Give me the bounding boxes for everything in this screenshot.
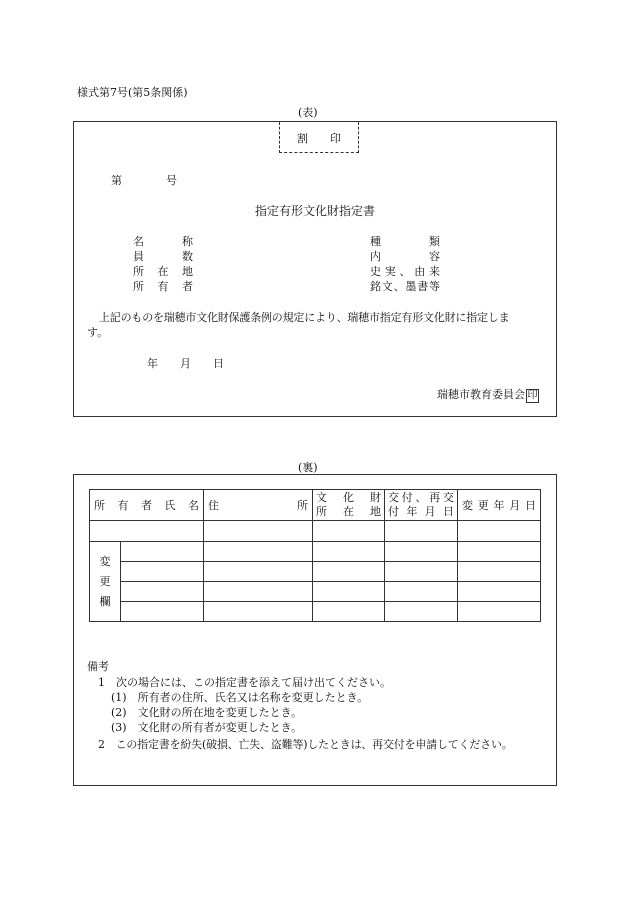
field-content-label: 内容 — [370, 250, 440, 263]
certificate-number: 第 号 — [111, 174, 177, 187]
notes-title: 備考 — [87, 660, 109, 673]
field-inscription-label: 銘文、墨書等 — [370, 280, 440, 293]
note-item: (3) 文化財の所有者が変更したとき。 — [111, 721, 303, 734]
note-item: 2 この指定書を紛失(破損、亡失、盗難等)したときは、再交付を申請してください。 — [98, 738, 513, 751]
official-seal-stamp: 印 — [527, 390, 538, 401]
note-item: (2) 文化財の所在地を変更したとき。 — [111, 706, 303, 719]
header-issue-date: 交付、再交 付年月日 — [385, 490, 458, 521]
form-label: 様式第7号(第5条関係) — [77, 86, 188, 99]
field-owner-label: 所有者 — [133, 280, 193, 293]
field-location-label: 所在地 — [133, 265, 193, 278]
note-item: 1 次の場合には、この指定書を添えて届け出てください。 — [98, 676, 391, 689]
note-item: (1) 所有者の住所、氏名又は名称を変更したとき。 — [111, 691, 369, 704]
field-history-label: 史実、由来 — [370, 265, 440, 278]
table-row — [90, 542, 541, 562]
issue-date: 年 月 日 — [147, 357, 224, 370]
table-row — [90, 582, 541, 602]
header-location: 文化財 所在地 — [313, 490, 385, 521]
tally-seal-box — [279, 122, 359, 153]
certificate-title: 指定有形文化財指定書 — [254, 204, 375, 218]
change-section-char: 更 — [99, 574, 111, 588]
table-header-row — [90, 490, 541, 521]
header-owner-name: 所有者氏名 — [90, 490, 204, 521]
change-section-label — [90, 542, 121, 622]
table-row — [90, 562, 541, 582]
header-address: 住 所 — [204, 490, 313, 521]
change-section-char: 欄 — [99, 594, 111, 608]
front-side-label: (表) — [298, 106, 318, 119]
field-name-label: 名称 — [133, 235, 193, 248]
table-row — [90, 521, 541, 542]
designation-statement-line1: 上記のものを瑞穂市文化財保護条例の規定により、瑞穂市指定有形文化財に指定しま — [99, 311, 510, 324]
ownership-change-table — [89, 489, 541, 622]
tally-seal-label: 割 印 — [297, 132, 341, 145]
back-side-label: (裏) — [298, 461, 318, 474]
field-quantity-label: 員数 — [133, 250, 193, 263]
change-section-char: 変 — [99, 554, 111, 568]
field-type-label: 種類 — [370, 235, 440, 248]
header-change-date: 変更年月日 — [458, 490, 541, 521]
table-row — [90, 602, 541, 622]
issuer-name: 瑞穂市教育委員会 印 — [437, 388, 538, 401]
designation-statement-line2: す。 — [87, 326, 109, 339]
